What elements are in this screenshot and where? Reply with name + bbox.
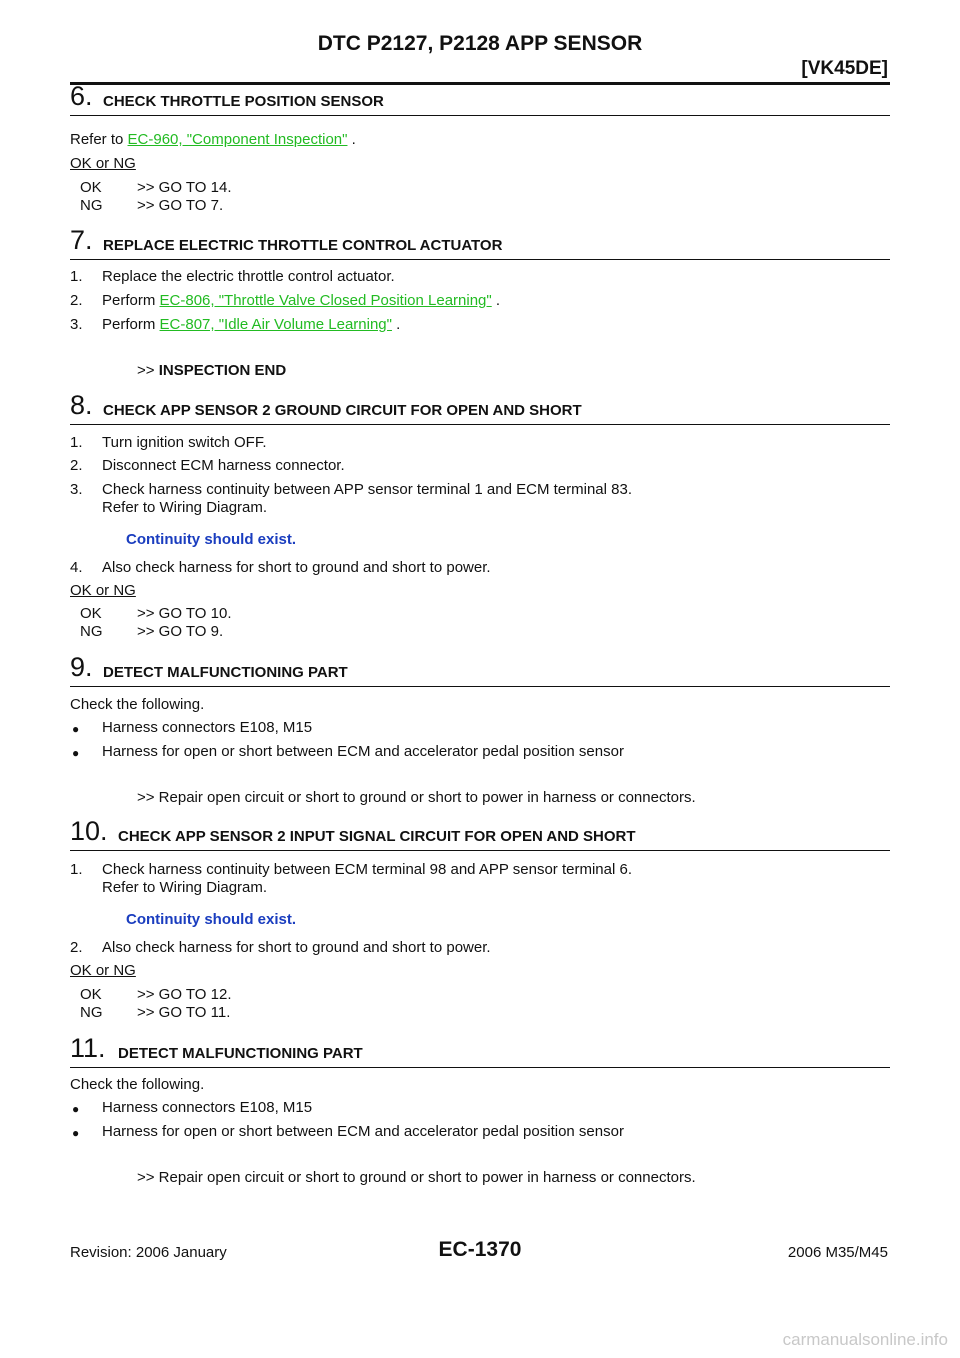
step-number: 8.: [70, 390, 93, 420]
step-11-heading: [70, 1033, 890, 1068]
step-title: CHECK APP SENSOR 2 GROUND CIRCUIT FOR OPEN AND SHORT: [103, 402, 582, 419]
step-title: DETECT MALFUNCTIONING PART: [118, 1045, 363, 1062]
step-title: REPLACE ELECTRIC THROTTLE CONTROL ACTUATOR: [103, 237, 503, 254]
item-text: Also check harness for short to ground and short to power.: [102, 559, 491, 576]
item-text: Turn ignition switch OFF.: [102, 434, 267, 451]
ng-result: >> GO TO 9.: [137, 623, 224, 640]
ok-label: OK: [80, 605, 102, 622]
item-text: Disconnect ECM harness connector.: [102, 457, 345, 474]
step-title: CHECK THROTTLE POSITION SENSOR: [103, 93, 384, 110]
item-number: 3.: [70, 481, 83, 498]
ok-result: >> GO TO 10.: [137, 605, 232, 622]
specification-text: Continuity should exist.: [126, 911, 297, 928]
check-intro: Check the following.: [70, 696, 205, 713]
item-text: Also check harness for short to ground and short to power.: [102, 939, 491, 956]
step-number: 11.: [70, 1033, 106, 1063]
step-8-heading: [70, 390, 890, 425]
ng-label: NG: [80, 623, 103, 640]
step-rule: [70, 850, 890, 851]
item-subtext: Refer to Wiring Diagram.: [102, 879, 268, 896]
bullet-text: Harness for open or short between ECM and accelerator pedal position sensor: [102, 743, 624, 760]
ok-result: >> GO TO 12.: [137, 986, 232, 1003]
step-7-heading: [70, 225, 890, 260]
step-title: DETECT MALFUNCTIONING PART: [103, 664, 348, 681]
check-intro: Check the following.: [70, 1076, 205, 1093]
ok-or-ng-label: OK or NG: [70, 155, 136, 172]
component-inspection-link[interactable]: EC-960, "Component Inspection": [127, 131, 348, 148]
item-number: 4.: [70, 559, 83, 576]
item-text: Perform EC-807, "Idle Air Volume Learning" .: [102, 316, 401, 333]
ok-label: OK: [80, 179, 102, 196]
step-rule: [70, 686, 890, 687]
throttle-valve-learning-link[interactable]: EC-806, "Throttle Valve Closed Position Learning": [159, 292, 492, 309]
item-number: 2.: [70, 457, 83, 474]
ok-result: >> GO TO 14.: [137, 179, 232, 196]
step-rule: [70, 115, 890, 116]
bullet-icon: ●: [72, 722, 80, 736]
step-number: 6.: [70, 81, 93, 111]
refer-line: Refer to EC-960, "Component Inspection" .: [70, 131, 356, 148]
ok-or-ng-label: OK or NG: [70, 962, 136, 979]
item-number: 3.: [70, 316, 83, 333]
item-text: Perform EC-806, "Throttle Valve Closed Position Learning" .: [102, 292, 501, 309]
vehicle-model: 2006 M35/M45: [787, 1244, 888, 1261]
ok-label: OK: [80, 986, 102, 1003]
step-10-heading: [70, 816, 890, 851]
repair-instruction: >> Repair open circuit or short to ground or short to power in harness or connectors.: [137, 789, 696, 806]
repair-instruction: >> Repair open circuit or short to ground or short to power in harness or connectors.: [137, 1169, 696, 1186]
watermark: carmanualsonline.info: [782, 1330, 948, 1349]
step-number: 7.: [70, 225, 93, 255]
step-rule: [70, 1067, 890, 1068]
item-number: 2.: [70, 292, 83, 309]
idle-air-volume-learning-link[interactable]: EC-807, "Idle Air Volume Learning": [159, 316, 392, 333]
step-rule: [70, 424, 890, 425]
ng-result: >> GO TO 11.: [137, 1004, 231, 1021]
revision-date: Revision: 2006 January: [70, 1244, 227, 1261]
item-number: 1.: [70, 861, 83, 878]
ok-or-ng-label: OK or NG: [70, 582, 136, 599]
page-title: DTC P2127, P2128 APP SENSOR: [317, 32, 643, 55]
item-text: Check harness continuity between APP sensor terminal 1 and ECM terminal 83.: [102, 481, 632, 498]
ng-label: NG: [80, 1004, 103, 1021]
bullet-icon: ●: [72, 1126, 80, 1140]
item-number: 1.: [70, 434, 83, 451]
step-number: 10.: [70, 816, 108, 846]
item-subtext: Refer to Wiring Diagram.: [102, 499, 268, 516]
step-6-heading: [70, 81, 890, 116]
step-9-heading: [70, 652, 890, 687]
step-number: 9.: [70, 652, 93, 682]
engine-model-tag: [VK45DE]: [801, 58, 888, 79]
item-text: Check harness continuity between ECM terminal 98 and APP sensor terminal 6.: [102, 861, 632, 878]
item-number: 1.: [70, 268, 83, 285]
step-rule: [70, 259, 890, 260]
bullet-text: Harness connectors E108, M15: [102, 1099, 313, 1116]
bullet-icon: ●: [72, 746, 80, 760]
page-number: EC-1370: [438, 1238, 522, 1261]
bullet-icon: ●: [72, 1102, 80, 1116]
ng-label: NG: [80, 197, 103, 214]
item-text: Replace the electric throttle control actuator.: [102, 268, 395, 285]
step-title: CHECK APP SENSOR 2 INPUT SIGNAL CIRCUIT FOR OPEN AND SHORT: [118, 828, 636, 845]
inspection-end-line: >> INSPECTION END: [137, 362, 287, 379]
ng-result: >> GO TO 7.: [137, 197, 224, 214]
bullet-text: Harness connectors E108, M15: [102, 719, 313, 736]
header-rule: [70, 82, 890, 85]
specification-text: Continuity should exist.: [126, 531, 297, 548]
item-number: 2.: [70, 939, 83, 956]
bullet-text: Harness for open or short between ECM and accelerator pedal position sensor: [102, 1123, 624, 1140]
